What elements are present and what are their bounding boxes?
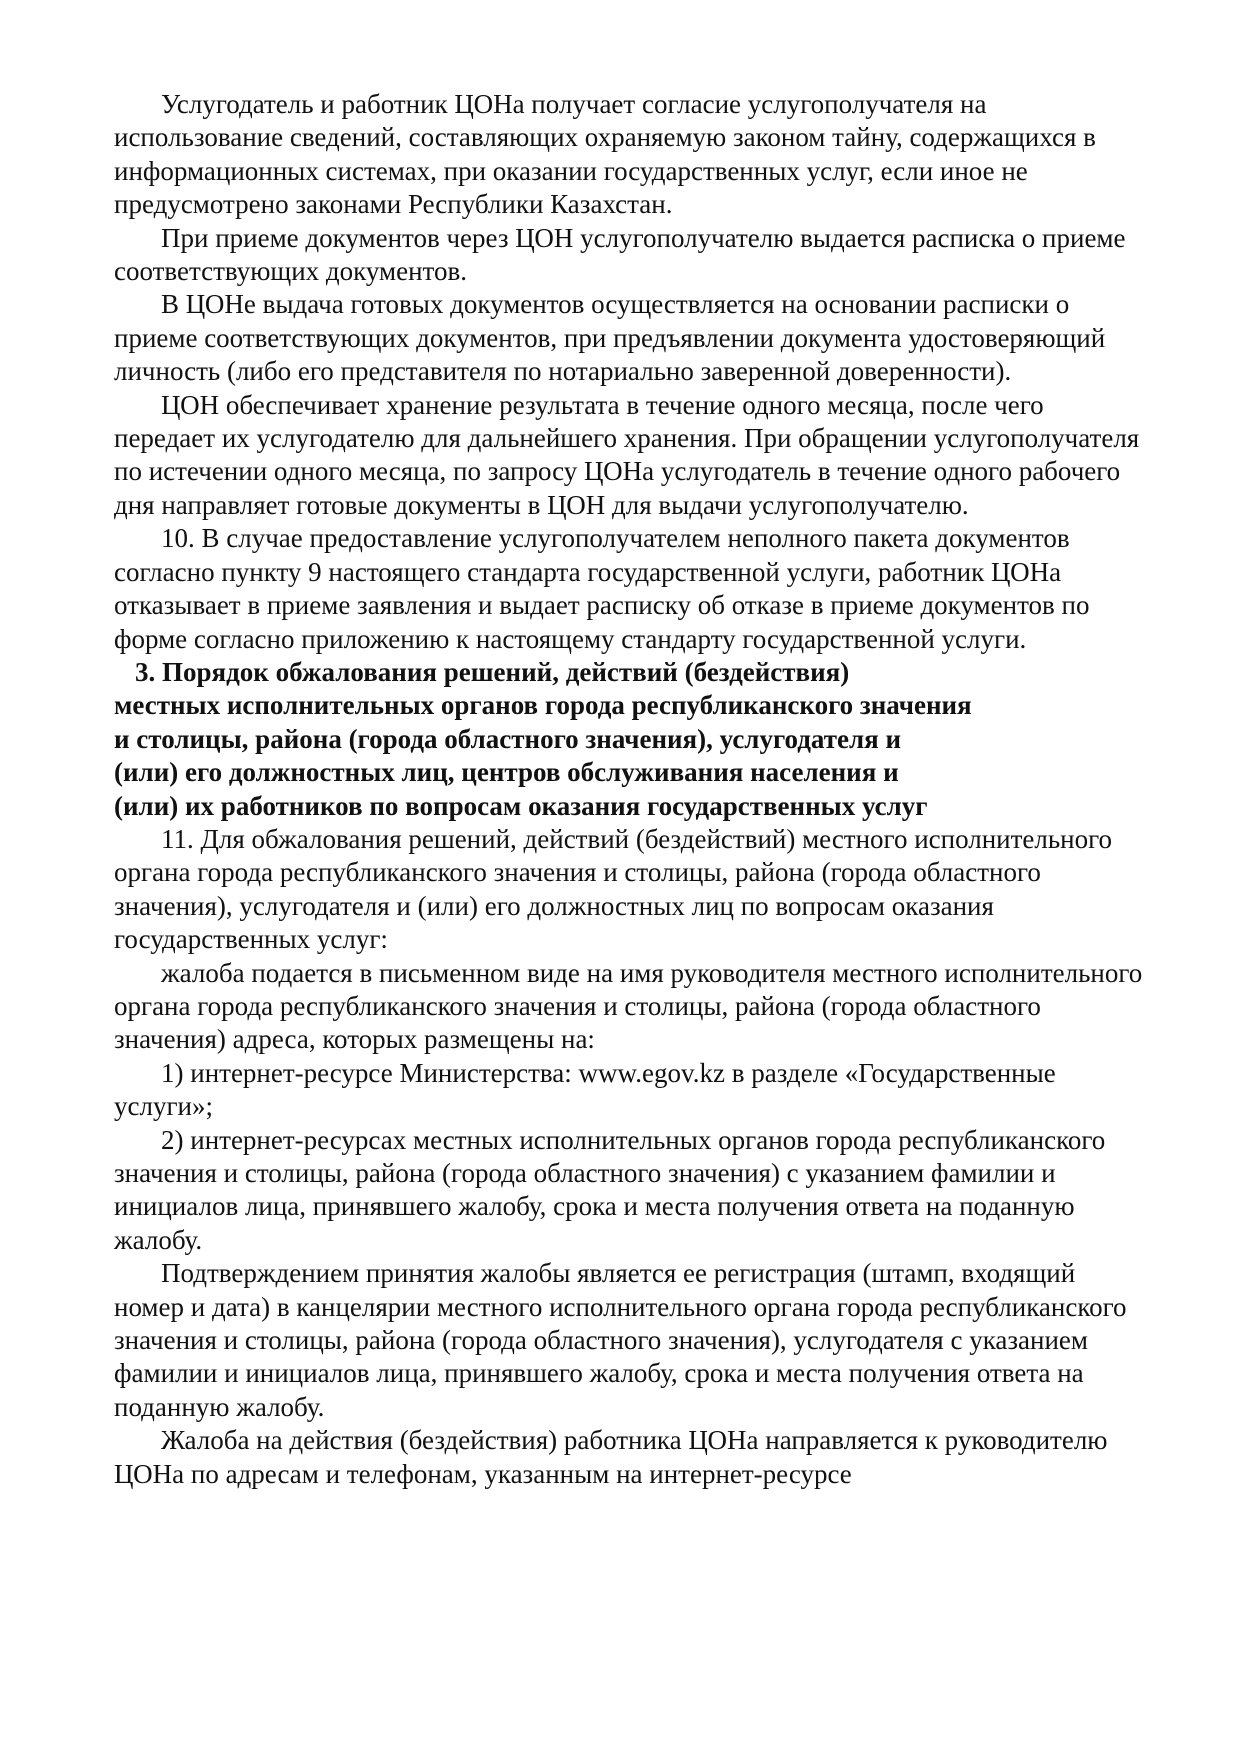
section-heading-line-1: 3. Порядок обжалования решений, действий (бездействия) xyxy=(135,656,850,687)
section-heading-line-4: (или) его должностных лиц, центров обслуживания населения и xyxy=(114,757,899,788)
paragraph-item-11: 11. Для обжалования решений, действий (бездействий) местного исполнительного органа города республиканского значения и столицы, района (города областного значения), услугодателя и (или) его должностных лиц по вопросам оказания государственных услуг: xyxy=(114,823,1113,955)
document-page xyxy=(114,88,1144,1491)
paragraph-consent: Услугодатель и работник ЦОНа получает согласие услугополучателя на использование сведений, составляющих охраняемую законом тайну, содержащихся в информационных системах, при оказании государственных услуг, если иное не предусмотрено законами Республики Казахстан. xyxy=(114,89,1096,220)
section-heading-line-2: местных исполнительных органов города республиканского значения xyxy=(114,690,972,721)
paragraph-receipt: При приеме документов через ЦОН услугополучателю выдается расписка о приеме соответствующих документов. xyxy=(114,222,1126,287)
paragraph-list-item-2: 2) интернет-ресурсах местных исполнительных органов города республиканского значения и столицы, района (города областного значения) с указанием фамилии и инициалов лица, принявшего жалобу, срока и места получения ответа на поданную жалобу. xyxy=(114,1124,1106,1255)
paragraph-complaint-registration: Подтверждением принятия жалобы является ее регистрация (штамп, входящий номер и дата) в канцелярии местного исполнительного органа города республиканского значения и столицы, района (города областного значения), услугодателя с указанием фамилии и инициалов лица, принявшего жалобу, срока и места получения ответа на поданную жалобу. xyxy=(114,1258,1127,1422)
paragraph-con-complaint: Жалоба на действия (бездействия) работника ЦОНа направляется к руководителю ЦОНа по адресам и телефонам, указанным на интернет-ресурсе xyxy=(114,1425,1108,1489)
paragraph-issuance: В ЦОНе выдача готовых документов осуществляется на основании расписки о приеме соответствующих документов, при предъявлении документа удостоверяющий личность (либо его представителя по нотариально заверенной доверенности). xyxy=(114,289,1106,387)
paragraph-storage: ЦОН обеспечивает хранение результата в течение одного месяца, после чего передает их услугодателю для дальнейшего хранения. При обращении услугополучателя по истечении одного месяца, по запросу ЦОНа услугодатель в течение одного рабочего дня направляет готовые документы в ЦОН для выдачи услугополучателю. xyxy=(114,389,1140,520)
paragraph-list-item-1: 1) интернет-ресурсе Министерства: www.egov.kz в разделе «Государственные услуги»; xyxy=(114,1057,1056,1122)
paragraph-item-10: 10. В случае предоставление услугополучателем неполного пакета документов согласно пункту 9 настоящего стандарта государственной услуги, работник ЦОНа отказывает в приеме заявления и выдает расписку об отказе в приеме документов по форме согласно приложению к настоящему стандарту государственной услуги. xyxy=(114,523,1090,654)
paragraph-complaint-submission: жалоба подается в письменном виде на имя руководителя местного исполнительного органа города республиканского значения и столицы, района (города областного значения) адреса, которых размещены на: xyxy=(114,957,1143,1055)
section-heading-line-5: (или) их работников по вопросам оказания государственных услуг xyxy=(114,790,928,821)
section-heading-line-3: и столицы, района (города областного значения), услугодателя и xyxy=(114,723,902,754)
section-3-heading xyxy=(114,656,1144,823)
